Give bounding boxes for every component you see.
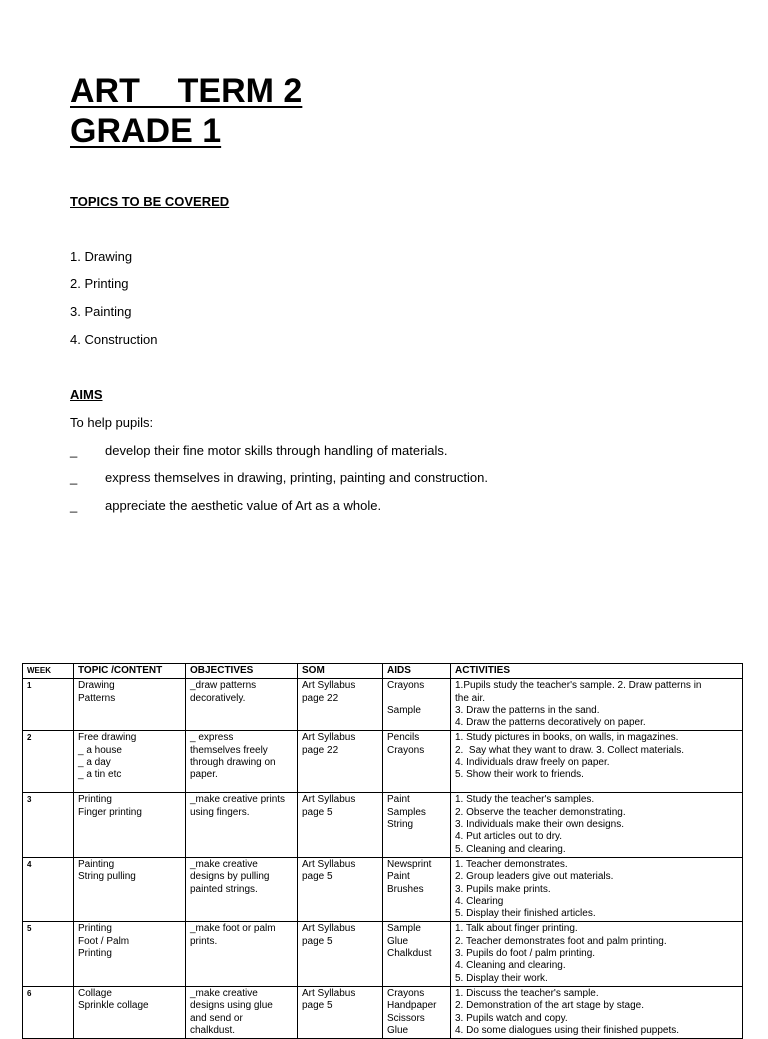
cell-line: page 5	[302, 935, 333, 947]
cell-line: Crayons	[387, 680, 425, 692]
cell-topic	[74, 679, 186, 731]
table-row	[23, 793, 743, 857]
cell-line: Paint	[387, 794, 410, 806]
cell-objectives	[186, 793, 298, 857]
cell-topic	[74, 793, 186, 857]
cell-activities	[451, 986, 743, 1038]
cell-line: and send or	[190, 1012, 243, 1024]
cell-line: paper.	[190, 769, 218, 781]
cell-line: page 22	[302, 744, 339, 756]
cell-line: 1. Talk about finger printing.	[455, 923, 578, 935]
cell-aids	[383, 793, 451, 857]
topic-item: 1. Drawing	[70, 249, 133, 264]
cell-line: designs by pulling	[190, 871, 270, 883]
cell-line: Crayons	[387, 987, 425, 999]
cell-line: 4. Individuals draw freely on paper.	[455, 757, 610, 769]
cell-line: Scissors	[387, 1012, 425, 1024]
column-header-aids: AIDS	[383, 664, 451, 679]
cell-week: 5	[23, 922, 74, 986]
cell-line: _draw patterns	[190, 680, 257, 692]
cell-line: Samples	[387, 806, 426, 818]
cell-line: Finger printing	[78, 806, 142, 818]
aims-intro: To help pupils:	[70, 415, 154, 430]
cell-line: page 5	[302, 806, 333, 818]
cell-topic	[74, 922, 186, 986]
cell-line: _make creative	[190, 858, 258, 870]
scheme-of-work-table	[22, 663, 743, 1039]
cell-aids	[383, 857, 451, 921]
cell-line: page 22	[302, 692, 339, 704]
cell-line: 4. Do some dialogues using their finished puppets.	[455, 1024, 680, 1036]
cell-line: Painting	[78, 858, 115, 870]
aim-text: express themselves in drawing, printing, painting and construction.	[105, 470, 488, 485]
cell-week: 2	[23, 731, 74, 793]
cell-line: 5. Cleaning and clearing.	[455, 843, 566, 855]
cell-aids	[383, 986, 451, 1038]
cell-line	[387, 693, 446, 705]
cell-som	[298, 922, 383, 986]
cell-line: Handpaper	[387, 1000, 437, 1012]
cell-objectives	[186, 986, 298, 1038]
cell-line: 3. Individuals make their own designs.	[455, 819, 624, 831]
cell-som	[298, 857, 383, 921]
column-header-objectives: OBJECTIVES	[186, 664, 298, 679]
document-subtitle-grade: GRADE 1	[70, 112, 222, 150]
cell-line: 1. Teacher demonstrates.	[455, 858, 568, 870]
cell-line: _ a day	[78, 757, 111, 769]
cell-som	[298, 986, 383, 1038]
cell-line: Printing	[78, 794, 112, 806]
cell-line: through drawing on	[190, 757, 276, 769]
cell-line: Sample	[387, 704, 421, 716]
aim-bullet: _	[70, 443, 78, 458]
cell-topic	[74, 986, 186, 1038]
cell-line: 2. Say what they want to draw. 3. Collect materials.	[455, 744, 684, 756]
cell-line: 4. Cleaning and clearing.	[455, 960, 566, 972]
cell-line: prints.	[190, 935, 218, 947]
cell-line: Chalkdust	[387, 948, 432, 960]
topics-heading: TOPICS TO BE COVERED	[70, 194, 230, 209]
aim-item	[70, 498, 381, 513]
table-header-row	[23, 664, 743, 679]
cell-line: Printing	[78, 948, 112, 960]
aim-text: appreciate the aesthetic value of Art as a whole.	[105, 498, 382, 513]
aim-item	[70, 470, 488, 485]
column-header-topic: TOPIC /CONTENT	[74, 664, 186, 679]
cell-line: _make foot or palm	[190, 923, 276, 935]
cell-activities	[451, 922, 743, 986]
cell-line: Pencils	[387, 732, 420, 744]
aims-heading: AIMS	[70, 387, 103, 402]
cell-som	[298, 679, 383, 731]
aim-bullet: _	[70, 498, 78, 513]
cell-activities	[451, 857, 743, 921]
table-row	[23, 986, 743, 1038]
column-header-som: SOM	[298, 664, 383, 679]
aim-item	[70, 443, 448, 458]
cell-line: Collage	[78, 987, 112, 999]
cell-line: Crayons	[387, 744, 425, 756]
cell-objectives	[186, 857, 298, 921]
cell-line: 3. Pupils do foot / palm printing.	[455, 948, 596, 960]
cell-line: _ express	[190, 732, 234, 744]
cell-line: 5. Show their work to friends.	[455, 769, 584, 781]
cell-line: 2. Observe the teacher demonstrating.	[455, 806, 626, 818]
cell-line: page 5	[302, 871, 333, 883]
cell-line: Art Syllabus	[302, 680, 356, 692]
table-row	[23, 922, 743, 986]
cell-line: _make creative	[190, 987, 258, 999]
cell-line: Glue	[387, 1024, 409, 1036]
cell-line: Paint	[387, 871, 410, 883]
cell-line: chalkdust.	[190, 1024, 236, 1036]
cell-line: 1.Pupils study the teacher's sample. 2. Draw patterns in	[455, 680, 702, 692]
topic-item: 3. Painting	[70, 304, 132, 319]
document-title: ART TERM 2	[70, 72, 303, 110]
cell-line: Brushes	[387, 883, 424, 895]
cell-line: 3. Draw the patterns in the sand.	[455, 704, 600, 716]
cell-line: Drawing	[78, 680, 115, 692]
cell-line: 5. Display their finished articles.	[455, 908, 596, 920]
cell-line: using fingers.	[190, 806, 250, 818]
table-row	[23, 731, 743, 793]
cell-line: Art Syllabus	[302, 987, 356, 999]
cell-aids	[383, 679, 451, 731]
cell-line: Free drawing	[78, 732, 137, 744]
cell-line: Sprinkle collage	[78, 1000, 149, 1012]
cell-line: Sample	[387, 923, 421, 935]
cell-line: 4. Put articles out to dry.	[455, 831, 563, 843]
cell-line: Art Syllabus	[302, 794, 356, 806]
cell-line: the air.	[455, 692, 486, 704]
cell-line: 4. Draw the patterns decoratively on paper.	[455, 717, 646, 729]
cell-line: themselves freely	[190, 744, 268, 756]
aim-text: develop their fine motor skills through handling of materials.	[105, 443, 448, 458]
cell-line: 1. Discuss the teacher's sample.	[455, 987, 599, 999]
topic-item: 2. Printing	[70, 276, 129, 291]
cell-week: 3	[23, 793, 74, 857]
cell-objectives	[186, 679, 298, 731]
cell-week: 6	[23, 986, 74, 1038]
cell-som	[298, 793, 383, 857]
cell-line: 1. Study pictures in books, on walls, in magazines.	[455, 732, 679, 744]
column-header-week: WEEK	[23, 664, 74, 679]
cell-objectives	[186, 922, 298, 986]
cell-line: 2. Demonstration of the art stage by stage.	[455, 1000, 644, 1012]
cell-objectives	[186, 731, 298, 793]
cell-line: 2. Group leaders give out materials.	[455, 871, 614, 883]
aim-bullet: _	[70, 470, 78, 485]
topic-item: 4. Construction	[70, 332, 158, 347]
cell-line: 3. Pupils watch and copy.	[455, 1012, 568, 1024]
cell-topic	[74, 857, 186, 921]
cell-line: _ a house	[78, 744, 122, 756]
cell-line: Foot / Palm	[78, 935, 130, 947]
column-header-activities: ACTIVITIES	[451, 664, 743, 679]
cell-line: 1. Study the teacher's samples.	[455, 794, 595, 806]
cell-line: Art Syllabus	[302, 858, 356, 870]
cell-line: Glue	[387, 935, 409, 947]
cell-line: Newsprint	[387, 858, 432, 870]
cell-line: 4. Clearing	[455, 895, 504, 907]
cell-line: decoratively.	[190, 692, 246, 704]
cell-topic	[74, 731, 186, 793]
cell-line: _make creative prints	[190, 794, 286, 806]
cell-line: String	[387, 819, 414, 831]
cell-line: String pulling	[78, 871, 136, 883]
cell-line: Art Syllabus	[302, 732, 356, 744]
cell-aids	[383, 922, 451, 986]
cell-week: 1	[23, 679, 74, 731]
cell-line: designs using glue	[190, 1000, 273, 1012]
cell-line: Art Syllabus	[302, 923, 356, 935]
cell-line: _ a tin etc	[78, 769, 122, 781]
cell-line: 3. Pupils make prints.	[455, 883, 551, 895]
cell-line: page 5	[302, 1000, 333, 1012]
cell-activities	[451, 793, 743, 857]
cell-week: 4	[23, 857, 74, 921]
cell-line: Patterns	[78, 692, 116, 704]
cell-activities	[451, 679, 743, 731]
table-row	[23, 679, 743, 731]
cell-line: 5. Display their work.	[455, 972, 548, 984]
cell-som	[298, 731, 383, 793]
cell-line: Printing	[78, 923, 112, 935]
cell-line: painted strings.	[190, 883, 258, 895]
cell-aids	[383, 731, 451, 793]
cell-line: 2. Teacher demonstrates foot and palm printing.	[455, 935, 667, 947]
cell-activities	[451, 731, 743, 793]
table-row	[23, 857, 743, 921]
